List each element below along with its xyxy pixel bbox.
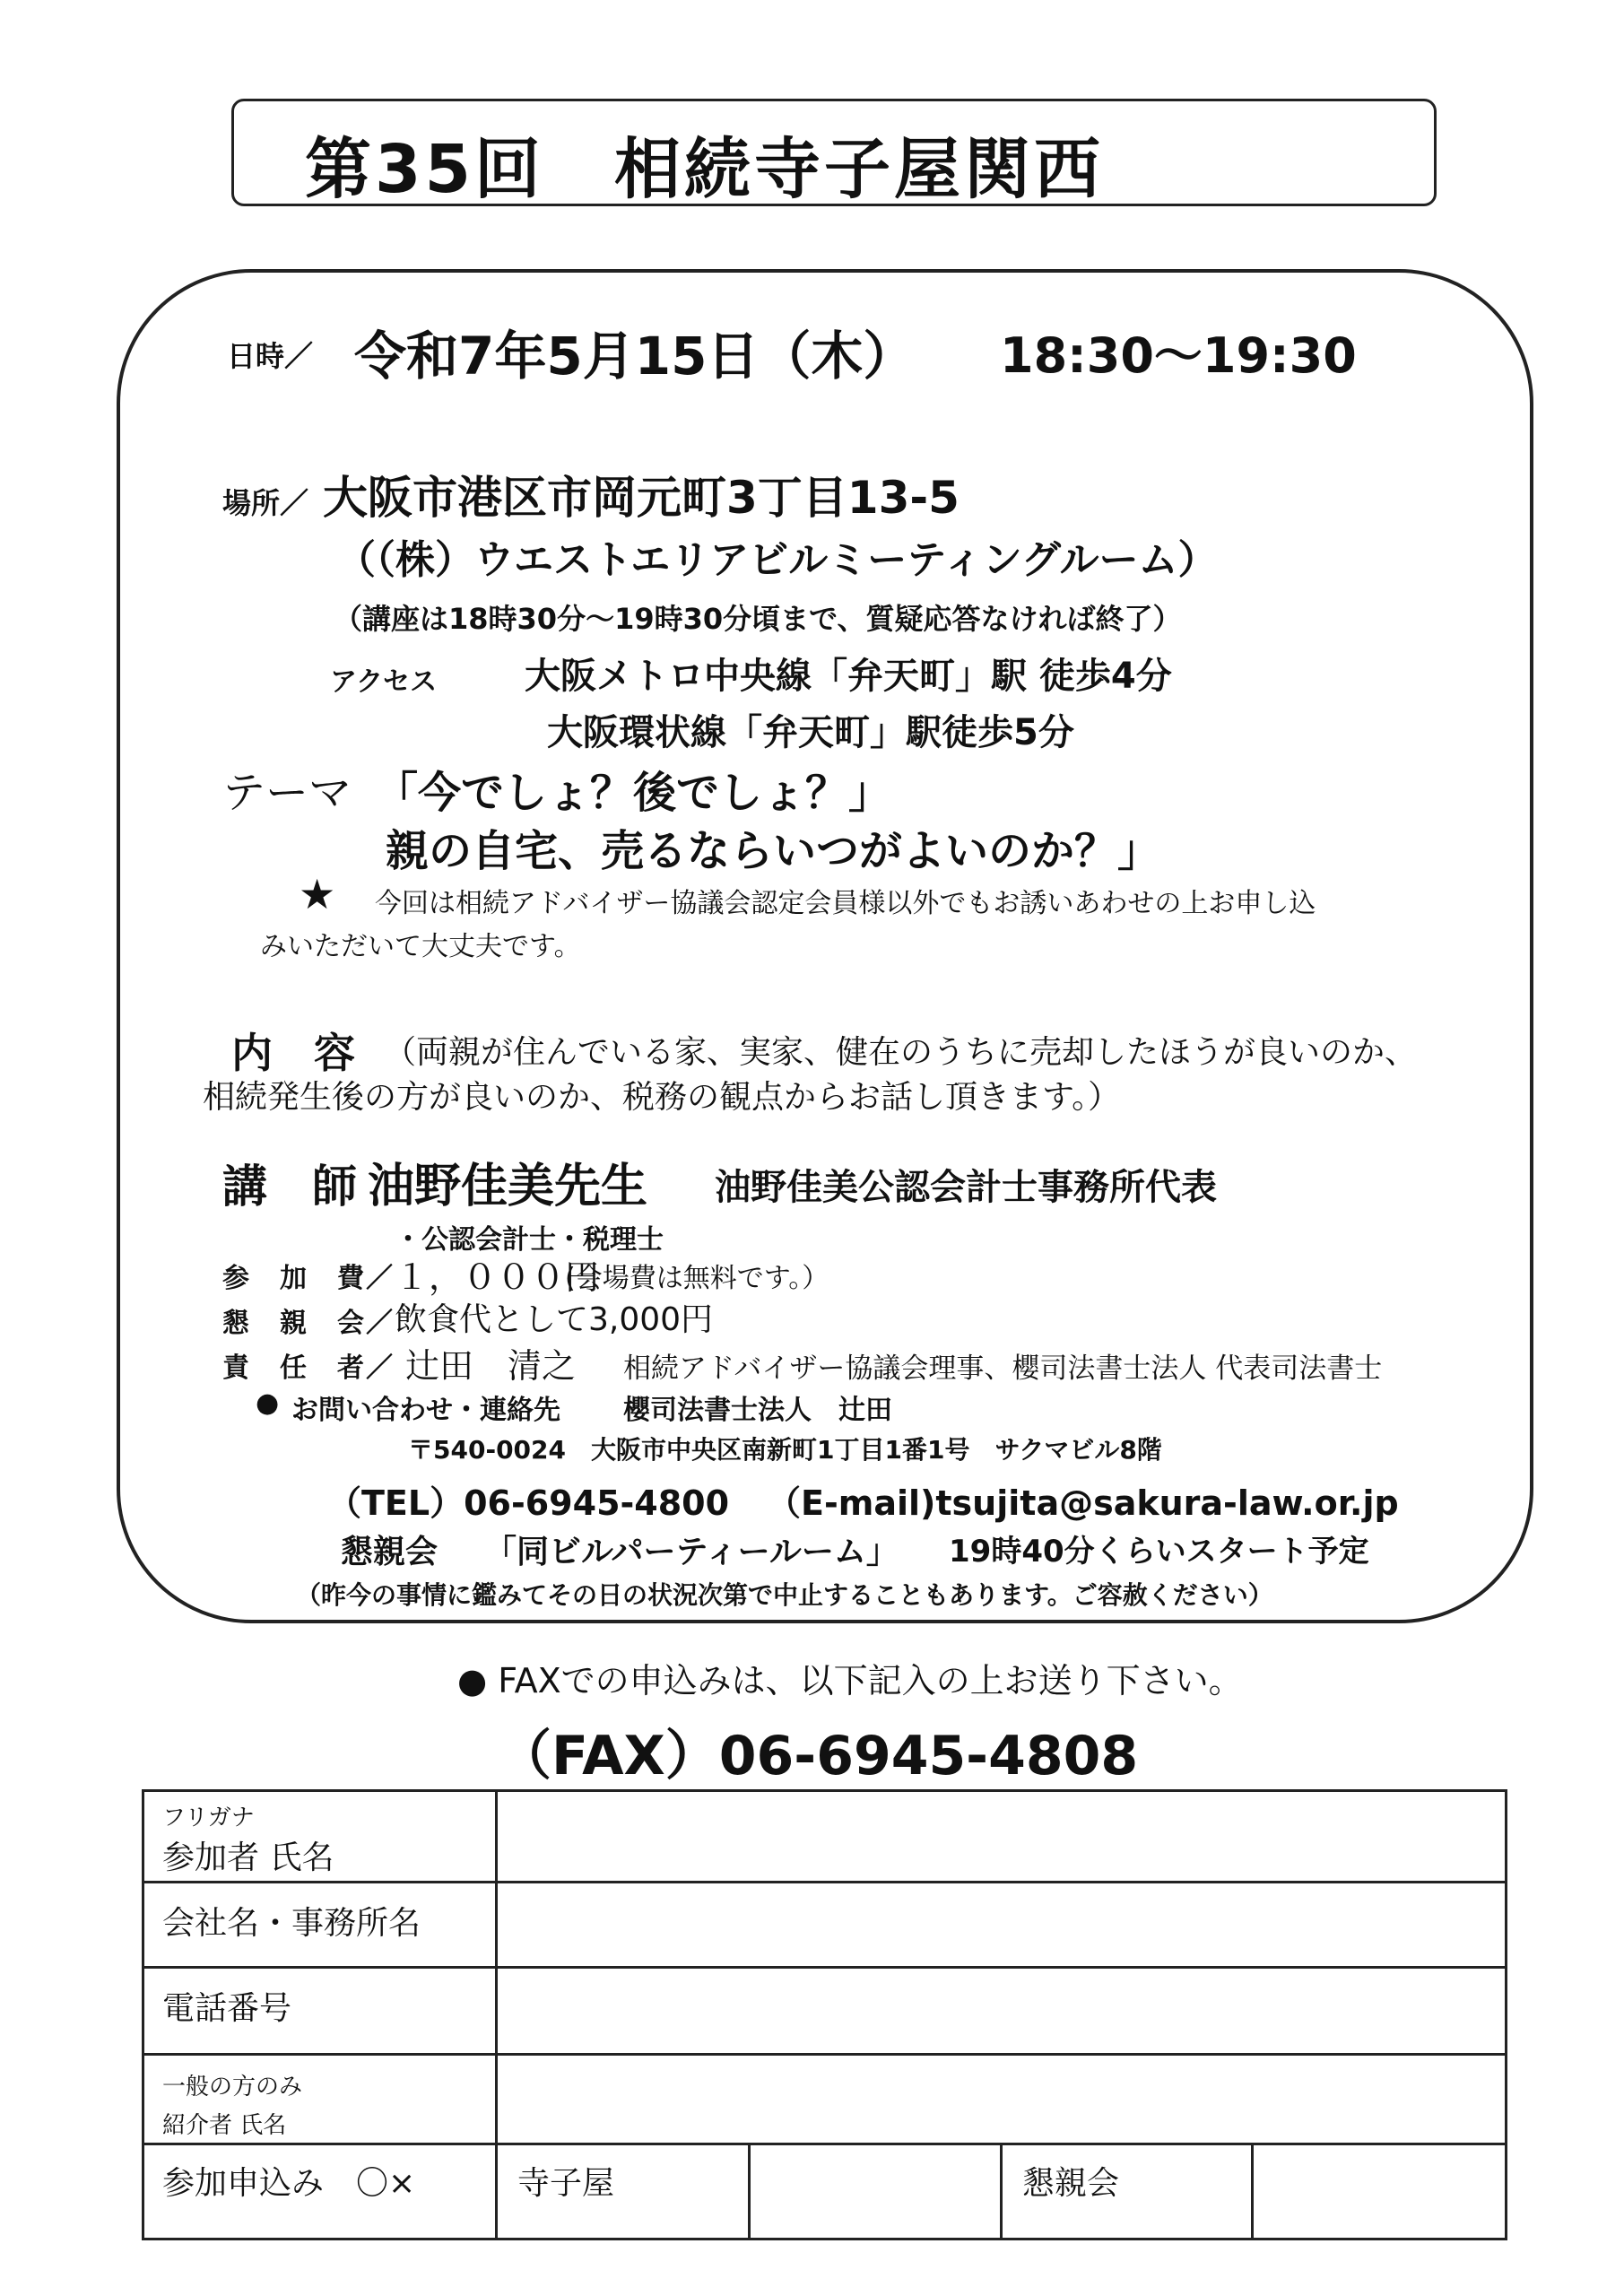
venue-label: 場所／ <box>222 486 309 520</box>
content-label: 内 容 <box>231 1029 355 1077</box>
event-date: 令和7年5月15日（木） <box>354 326 916 387</box>
party-form-label: 懇親会 <box>1022 2165 1120 2202</box>
manager-label: 責 任 者／ <box>222 1352 395 1384</box>
terakoya-field[interactable] <box>750 2144 1002 2239</box>
manager-role: 相続アドバイザー協議会理事、櫻司法書士法人 代表司法書士 <box>623 1352 1383 1385</box>
party-label: 懇 親 会／ <box>222 1308 395 1339</box>
manager-name: 辻田 清之 <box>405 1346 577 1386</box>
form-row-company <box>143 1883 1507 1968</box>
fax-intro: ● FAXでの申込みは、以下記入の上お送り下さい。 <box>457 1661 1243 1700</box>
notice-line-1: 今回は相続アドバイザー協議会認定会員様以外でもお誘いあわせの上お申し込 <box>375 888 1316 919</box>
phone-field[interactable] <box>497 1968 1507 2055</box>
general-only-label: 一般の方のみ <box>162 2074 303 2100</box>
venue-note: （講座は18時30分～19時30分頃まで、質疑応答なければ終了） <box>334 602 1182 636</box>
contact-address: 〒540-0024 大阪市中央区南新町1丁目1番1号 サクマビル8階 <box>408 1435 1162 1465</box>
page-title: 第35回 相続寺子屋関西 <box>305 131 1104 208</box>
lecturer-name: 油野佳美先生 <box>368 1160 648 1213</box>
party-label-cell <box>1002 2144 1253 2239</box>
star-icon: ★ <box>299 870 336 918</box>
referrer-label: 紹介者 氏名 <box>162 2112 287 2139</box>
apply-label-cell <box>143 2144 497 2239</box>
content-line-2: 相続発生後の方が良いのか、税務の観点からお話し頂きます。） <box>203 1079 1121 1116</box>
terakoya-label-cell <box>497 2144 750 2239</box>
contact-org: 櫻司法書士法人 辻田 <box>623 1395 892 1426</box>
party-field[interactable] <box>1253 2144 1507 2239</box>
contact-tel: （TEL）06-6945-4800 <box>327 1483 730 1523</box>
furigana-label: フリガナ <box>162 1805 255 1831</box>
lecturer-office: 油野佳美公認会計士事務所代表 <box>715 1167 1217 1208</box>
datetime-label: 日時／ <box>227 339 314 373</box>
fax-number: （FAX）06-6945-4808 <box>498 1725 1139 1787</box>
party-info-venue: 「同ビルパーティールーム」 <box>484 1534 899 1570</box>
content-line-1: （両親が住んでいる家、実家、健在のうちに売却したほうが良いのか、 <box>384 1034 1418 1071</box>
venue-building: （（株）ウエストエリアビルミーティングルーム） <box>336 537 1218 583</box>
phone-label-cell <box>143 1968 497 2055</box>
form-row-name <box>143 1791 1507 1883</box>
fee-label: 参 加 費／ <box>222 1263 395 1294</box>
company-label-cell <box>143 1883 497 1968</box>
lecturer-qualifications: ・公認会計士・税理士 <box>395 1224 664 1256</box>
lecturer-label: 講 師 <box>222 1161 357 1213</box>
theme-line-2: 親の自宅、売るならいつがよいのか？」 <box>386 826 1161 876</box>
notice-line-2: みいただいて大丈夫です。 <box>260 931 581 962</box>
phone-label: 電話番号 <box>162 1990 292 2027</box>
apply-label: 参加申込み 〇× <box>162 2165 416 2202</box>
party-info-time: 19時40分くらいスタート予定 <box>949 1534 1369 1570</box>
contact-bullet-icon: ● <box>256 1387 280 1419</box>
contact-email[interactable]: （E-mail)tsujita@sakura-law.or.jp <box>767 1483 1399 1523</box>
theme-line-1: 「今でしょ？後でしょ？」 <box>375 768 892 818</box>
participant-name-field[interactable] <box>497 1791 1507 1883</box>
party-info-note: （昨今の事情に鑑みてその日の状況次第で中止することもあります。ご容赦ください） <box>296 1580 1273 1610</box>
participant-name-label: 参加者 氏名 <box>162 1839 334 1876</box>
application-form <box>142 1789 1507 2240</box>
fee-value: １，０００円 <box>395 1257 600 1297</box>
access-line-2: 大阪環状線「弁天町」駅徒歩5分 <box>547 712 1074 753</box>
contact-label: お問い合わせ・連絡先 <box>291 1395 560 1426</box>
form-row-apply <box>143 2144 1507 2239</box>
party-info-label: 懇親会 <box>341 1534 439 1570</box>
company-field[interactable] <box>497 1883 1507 1968</box>
venue-address: 大阪市港区市岡元町3丁目13-5 <box>323 472 960 524</box>
party-value: 飲食代として3,000円 <box>395 1301 714 1338</box>
referrer-label-cell <box>143 2055 497 2144</box>
fee-note: (会場費は無料です。） <box>565 1263 829 1294</box>
access-line-1: 大阪メトロ中央線「弁天町」駅 徒歩4分 <box>525 656 1172 697</box>
terakoya-label: 寺子屋 <box>517 2165 615 2202</box>
referrer-field[interactable] <box>497 2055 1507 2144</box>
access-label: アクセス <box>330 666 438 698</box>
name-label-cell <box>143 1791 497 1883</box>
form-row-referrer <box>143 2055 1507 2144</box>
company-label: 会社名・事務所名 <box>162 1905 421 1942</box>
theme-label: テーマ <box>222 768 352 818</box>
form-row-phone <box>143 1968 1507 2055</box>
event-time: 18:30～19:30 <box>1000 327 1357 384</box>
